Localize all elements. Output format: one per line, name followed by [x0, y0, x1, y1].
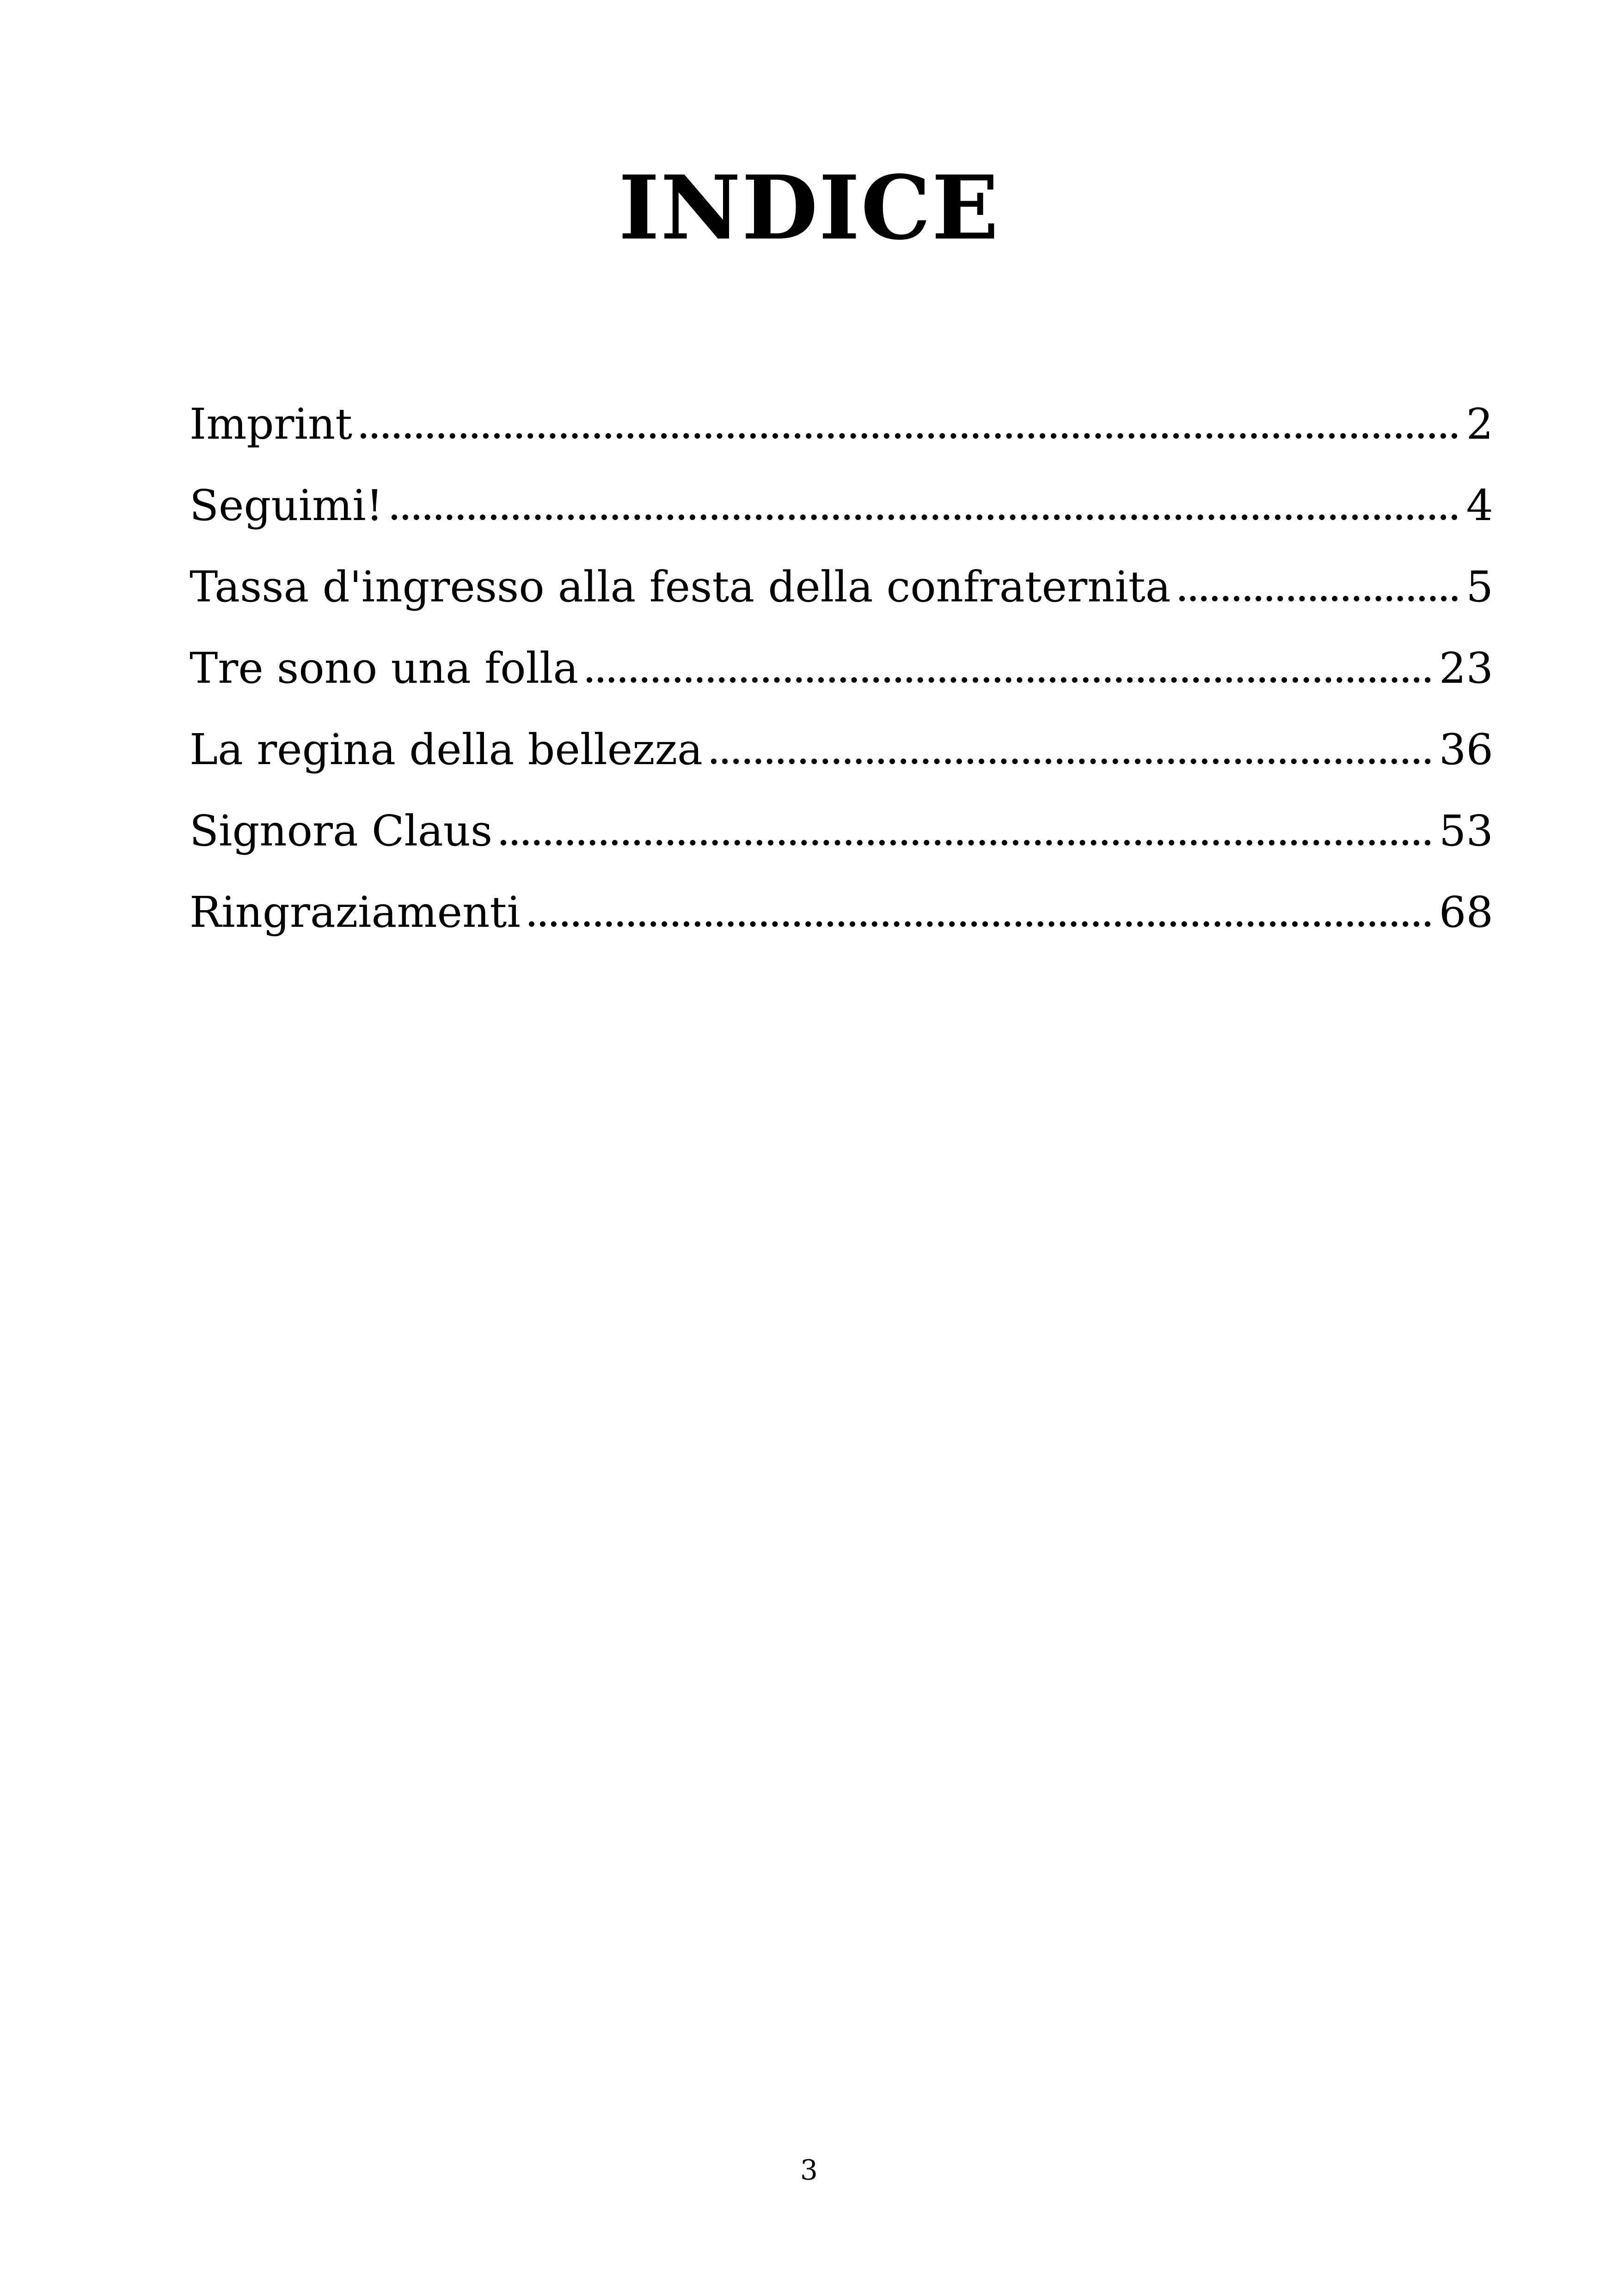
toc-entry-label: Tre sono una folla	[190, 643, 579, 693]
toc-entry-page: 5	[1466, 562, 1493, 612]
toc-entry-label: Seguimi!	[190, 481, 383, 530]
toc-dot-leader	[587, 677, 1431, 683]
page-number: 3	[800, 2154, 818, 2186]
toc-entry-imprint[interactable]	[190, 384, 1493, 465]
toc-entry-ringraziamenti[interactable]	[190, 872, 1493, 953]
toc-entry-seguimi[interactable]	[190, 465, 1493, 546]
toc-entry-tre-sono-una-folla[interactable]	[190, 628, 1493, 709]
toc-entry-regina-bellezza[interactable]	[190, 709, 1493, 790]
toc-entry-label: La regina della bellezza	[190, 725, 703, 774]
toc-entry-page: 36	[1439, 725, 1493, 774]
toc-entry-page: 4	[1466, 481, 1493, 530]
page-title: INDICE	[618, 156, 1000, 259]
toc-entry-page: 68	[1439, 888, 1493, 937]
toc-entry-signora-claus[interactable]	[190, 790, 1493, 872]
toc-dot-leader	[392, 514, 1458, 520]
toc-dot-leader	[529, 921, 1431, 927]
toc-dot-leader	[361, 433, 1458, 439]
toc-entry-page: 53	[1439, 806, 1493, 856]
toc-entry-page: 2	[1466, 399, 1493, 449]
toc-entry-label: Signora Claus	[190, 806, 493, 856]
toc-entry-page: 23	[1439, 643, 1493, 693]
toc-entry-label: Imprint	[190, 399, 353, 449]
toc-dot-leader	[501, 840, 1431, 845]
table-of-contents	[190, 384, 1493, 953]
toc-dot-leader	[1179, 596, 1458, 601]
toc-entry-tassa-ingresso[interactable]	[190, 546, 1493, 628]
toc-dot-leader	[711, 759, 1431, 764]
toc-entry-label: Ringraziamenti	[190, 888, 521, 937]
toc-entry-label: Tassa d'ingresso alla festa della confraternita	[190, 562, 1171, 612]
